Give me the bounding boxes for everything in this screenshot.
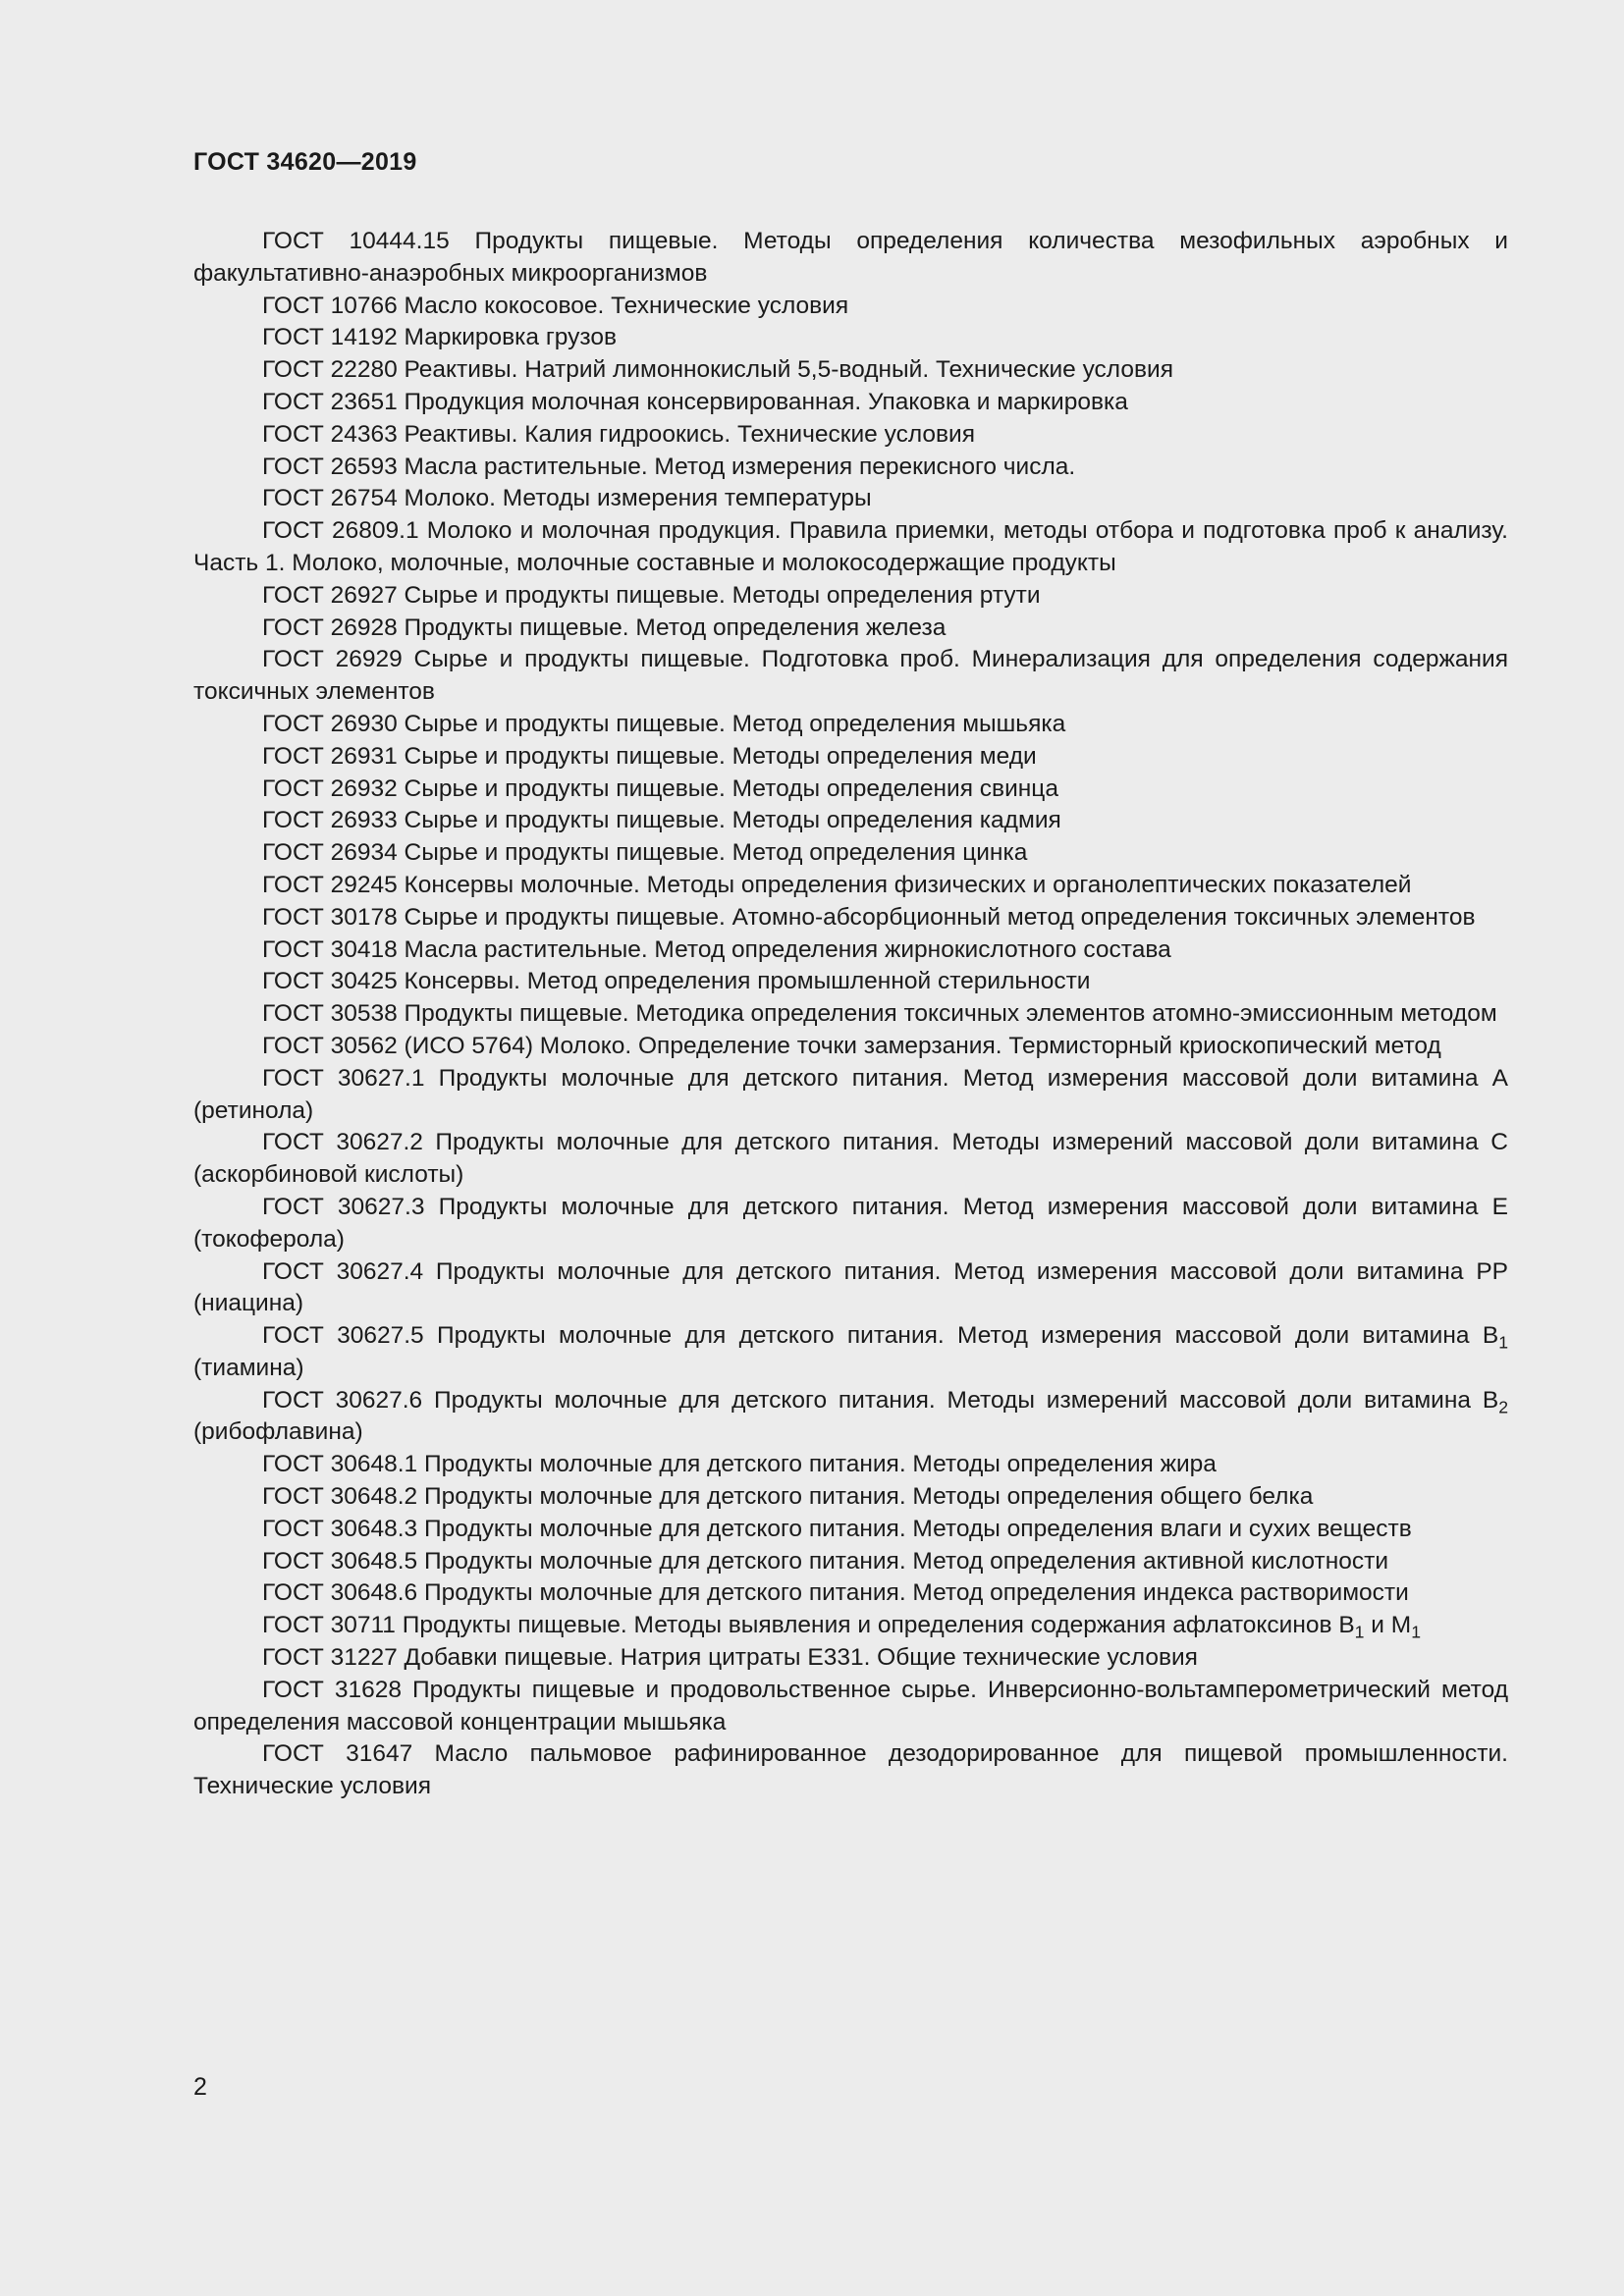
reference-text: и М [1364,1612,1412,1639]
reference-text: ГОСТ 30711 Продукты пищевые. Методы выявления и определения содержания афлатоксинов В [262,1612,1355,1639]
reference-entry [193,322,1508,354]
reference-text: ГОСТ 26932 Сырье и продукты пищевые. Методы определения свинца [262,774,1058,802]
reference-text: ГОСТ 26933 Сырье и продукты пищевые. Методы определения кадмия [262,807,1061,834]
reference-entry [193,1610,1508,1642]
reference-text: ГОСТ 10444.15 Продукты пищевые. Методы определения количества мезофильных аэробных и факультативно-анаэробных микроорганизмов [193,228,1508,287]
reference-text: ГОСТ 30648.5 Продукты молочные для детского питания. Метод определения активной кислотности [262,1547,1389,1575]
reference-entry [193,902,1508,934]
reference-text: ГОСТ 30648.1 Продукты молочные для детского питания. Методы определения жира [262,1451,1217,1478]
reference-text: ГОСТ 30418 Масла растительные. Метод определения жирнокислотного состава [262,935,1171,963]
subscript-index: 1 [1498,1332,1508,1353]
reference-text: ГОСТ 31647 Масло пальмовое рафинированное дезодорированное для пищевой промышленности. Технические условия [193,1740,1508,1800]
reference-entry [193,837,1508,870]
reference-entry [193,1738,1508,1803]
reference-text: ГОСТ 30627.3 Продукты молочные для детского питания. Метод измерения массовой доли витамина Е (токоферола) [193,1193,1508,1253]
reference-entry [193,1385,1508,1450]
reference-entry [193,1481,1508,1514]
reference-entry [193,1127,1508,1192]
reference-entry [193,1192,1508,1256]
reference-entry [193,741,1508,774]
reference-entry [193,291,1508,323]
reference-entry [193,483,1508,515]
reference-entry [193,387,1508,419]
subscript-index: 1 [1411,1622,1422,1642]
reference-entry [193,226,1508,291]
reference-text: ГОСТ 29245 Консервы молочные. Методы определения физических и органолептических показателей [262,871,1412,898]
reference-text: ГОСТ 26934 Сырье и продукты пищевые. Метод определения цинка [262,839,1028,867]
reference-text: ГОСТ 30562 (ИСО 5764) Молоко. Определение точки замерзания. Термисторный криоскопический метод [262,1032,1441,1059]
reference-text: ГОСТ 10766 Масло кокосовое. Технические условия [262,292,849,319]
reference-text: ГОСТ 26931 Сырье и продукты пищевые. Методы определения меди [262,742,1037,770]
reference-text: ГОСТ 14192 Маркировка грузов [262,324,617,351]
reference-text: ГОСТ 30648.6 Продукты молочные для детского питания. Метод определения индекса растворимости [262,1579,1409,1607]
reference-entry [193,1031,1508,1063]
reference-text: (рибофлавина) [193,1418,363,1446]
reference-text: ГОСТ 30648.2 Продукты молочные для детского питания. Методы определения общего белка [262,1483,1314,1511]
reference-text: ГОСТ 30627.6 Продукты молочные для детского питания. Методы измерений массовой доли витамина В [262,1386,1499,1414]
reference-entry [193,419,1508,452]
reference-entry [193,354,1508,387]
reference-text: ГОСТ 26754 Молоко. Методы измерения температуры [262,485,872,512]
reference-text: ГОСТ 30648.3 Продукты молочные для детского питания. Методы определения влаги и сухих веществ [262,1515,1412,1542]
reference-text: ГОСТ 30627.1 Продукты молочные для детского питания. Метод измерения массовой доли витамина А (ретинола) [193,1064,1508,1124]
reference-entry [193,1546,1508,1578]
reference-text: ГОСТ 30178 Сырье и продукты пищевые. Атомно-абсорбционный метод определения токсичных элементов [262,903,1476,931]
document-header-code: ГОСТ 34620—2019 [193,148,417,176]
reference-text: ГОСТ 30627.4 Продукты молочные для детского питания. Метод измерения массовой доли витамина РР (ниацина) [193,1257,1508,1317]
reference-text: ГОСТ 26809.1 Молоко и молочная продукция. Правила приемки, методы отбора и подготовка проб к анализу. Часть 1. Молоко, молочные, молочные составные и молокосодержащие продукты [193,517,1508,576]
reference-entry [193,1514,1508,1546]
reference-text: ГОСТ 22280 Реактивы. Натрий лимоннокислый 5,5-водный. Технические условия [262,356,1173,384]
reference-text: ГОСТ 26929 Сырье и продукты пищевые. Подготовка проб. Минерализация для определения содержания токсичных элементов [193,646,1508,706]
reference-text: ГОСТ 30627.5 Продукты молочные для детского питания. Метод измерения массовой доли витамина В [262,1322,1499,1350]
reference-entry [193,580,1508,613]
reference-text: ГОСТ 23651 Продукция молочная консервированная. Упаковка и маркировка [262,388,1128,415]
normative-references-list [193,226,1508,1803]
reference-text: ГОСТ 31628 Продукты пищевые и продовольственное сырье. Инверсионно-вольтамперометрический метод определения массовой концентрации мышьяка [193,1676,1508,1735]
reference-text: ГОСТ 26927 Сырье и продукты пищевые. Методы определения ртути [262,581,1041,609]
page-number: 2 [193,2073,207,2101]
reference-text: ГОСТ 30425 Консервы. Метод определения промышленной стерильности [262,968,1091,995]
reference-entry [193,1449,1508,1481]
reference-entry [193,515,1508,580]
subscript-index: 2 [1498,1396,1508,1416]
reference-entry [193,805,1508,837]
reference-entry [193,1320,1508,1385]
reference-entry [193,644,1508,709]
reference-entry [193,1577,1508,1610]
reference-entry [193,1675,1508,1739]
reference-entry [193,1256,1508,1321]
reference-text: ГОСТ 26930 Сырье и продукты пищевые. Метод определения мышьяка [262,710,1066,737]
reference-text: ГОСТ 30538 Продукты пищевые. Методика определения токсичных элементов атомно-эмиссионным методом [262,1000,1497,1028]
reference-entry [193,774,1508,806]
reference-text: ГОСТ 26928 Продукты пищевые. Метод определения железа [262,614,947,641]
reference-entry [193,870,1508,902]
reference-entry [193,1642,1508,1675]
reference-entry [193,966,1508,998]
reference-text: ГОСТ 24363 Реактивы. Калия гидроокись. Технические условия [262,420,975,448]
reference-entry [193,934,1508,967]
reference-entry [193,452,1508,484]
reference-text: ГОСТ 26593 Масла растительные. Метод измерения перекисного числа. [262,453,1076,480]
subscript-index: 1 [1354,1622,1365,1642]
reference-entry [193,709,1508,741]
reference-entry [193,998,1508,1031]
reference-text: (тиамина) [193,1354,304,1381]
reference-entry [193,1063,1508,1128]
reference-text: ГОСТ 31227 Добавки пищевые. Натрия цитраты Е331. Общие технические условия [262,1644,1198,1672]
reference-entry [193,613,1508,645]
reference-text: ГОСТ 30627.2 Продукты молочные для детского питания. Методы измерений массовой доли витамина С (аскорбиновой кислоты) [193,1129,1508,1189]
